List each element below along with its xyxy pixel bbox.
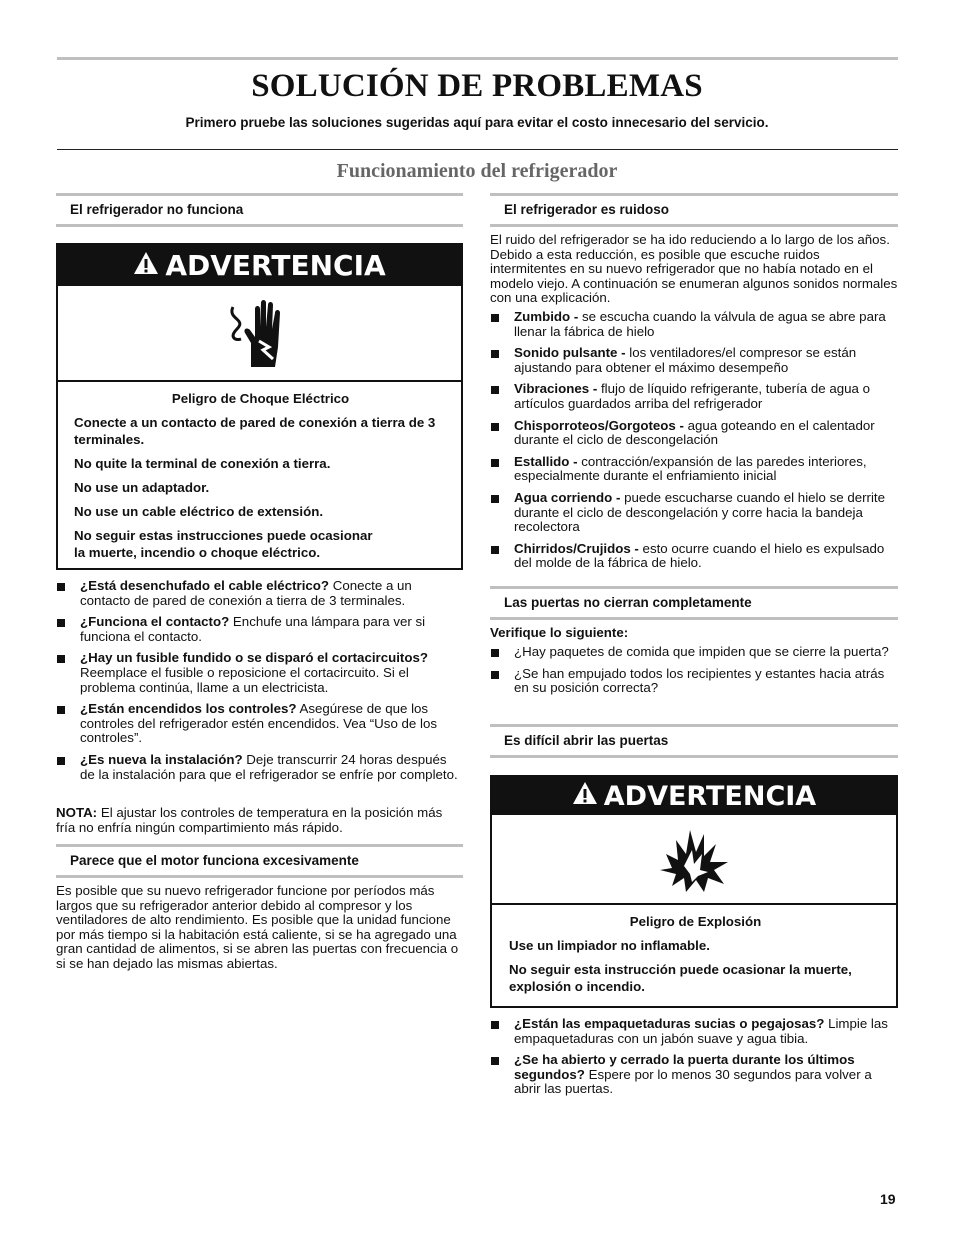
list-item: ¿Funciona el contacto? Enchufe una lámpara para ver si funciona el contacto.	[56, 615, 463, 644]
warning-text	[492, 905, 896, 995]
noise-intro: El ruido del refrigerador se ha ido reduciendo a lo largo de los años. Debido a esta reducción, es posible que escuche ruidos intermitentes en su nuevo refrigerador que no había notado en el modelo viejo. A continuación se enumeran algunos sonidos normales con una explicación.	[490, 232, 898, 306]
subhead-noisy: El refrigerador es ruidoso	[490, 193, 898, 227]
doors-lead: Verifique lo siguiente:	[490, 625, 629, 640]
checklist-not-working	[56, 579, 463, 782]
section-title: Funcionamiento del refrigerador	[336, 160, 618, 182]
warning-line: No use un adaptador.	[74, 480, 210, 495]
list-item: ¿Hay un fusible fundido o se disparó el cortacircuitos? Reemplace el fusible o reposicione el cortacircuito. Si el problema continúa, llame a un electricista.	[56, 651, 463, 695]
warning-triangle-icon	[572, 781, 598, 812]
list-item: Chirridos/Crujidos - esto ocurre cuando el hielo es expulsado del molde de la fábrica de hielo.	[490, 542, 898, 571]
subhead-not-working: El refrigerador no funciona	[56, 193, 463, 227]
warning-title: ADVERTENCIA	[165, 249, 386, 282]
warning-header	[492, 777, 896, 815]
warning-line: Conecte a un contacto de pared de conexión a tierra de 3 terminales.	[74, 415, 436, 447]
warning-line: No seguir estas instrucciones puede ocasionar la muerte, incendio o choque eléctrico.	[74, 528, 373, 560]
noise-list	[490, 310, 898, 571]
list-item: ¿Está desenchufado el cable eléctrico? Conecte a un contacto de pared de conexión a tierra de 3 terminales.	[56, 579, 463, 608]
list-item: ¿Es nueva la instalación? Deje transcurrir 24 horas después de la instalación para que el refrigerador se enfríe por completo.	[56, 753, 463, 782]
explosion-icon	[492, 815, 896, 905]
divider	[57, 149, 898, 150]
list-item: ¿Están las empaquetaduras sucias o pegajosas? Limpie las empaquetaduras con un jabón suave y agua tibia.	[490, 1017, 898, 1046]
list-item: Agua corriendo - puede escucharse cuando el hielo se derrite durante el ciclo de descongelación y corre hacia la bandeja recolectora	[490, 491, 898, 535]
open-doors-list	[490, 1017, 898, 1097]
warning-text	[58, 382, 461, 561]
list-item: Zumbido - se escucha cuando la válvula de agua se abre para llenar la fábrica de hielo	[490, 310, 898, 339]
warning-line: No quite la terminal de conexión a tierra.	[74, 456, 331, 471]
motor-paragraph: Es posible que su nuevo refrigerador funcione por períodos más largos que su refrigerador anterior debido al compresor y los ventiladores de alto rendimiento. Es posible que la unidad funcione por más tiempo si la habitación está caliente, si se ha agregado una gran cantidad de alimentos, si se abren las puertas con frecuencia o si se han dejado las mismas abiertas.	[56, 883, 459, 971]
note-paragraph	[56, 806, 463, 835]
note-label: NOTA:	[56, 805, 98, 820]
top-rule	[57, 57, 898, 60]
warning-line: No use un cable eléctrico de extensión.	[74, 504, 324, 519]
list-item: ¿Se han empujado todos los recipientes y estantes hacia atrás en su posición correcta?	[490, 667, 898, 696]
list-item: ¿Se ha abierto y cerrado la puerta durante los últimos segundos? Espere por lo menos 30 segundos para volver a abrir las puertas.	[490, 1053, 898, 1097]
subhead-doors-close: Las puertas no cierran completamente	[490, 586, 898, 620]
warning-box-explosion	[490, 775, 898, 1008]
note-text: El ajustar los controles de temperatura en la posición más fría no enfría ningún compartimiento más rápido.	[56, 805, 443, 835]
list-item: Chisporroteos/Gorgoteos - agua goteando en el calentador durante el ciclo de descongelación	[490, 419, 898, 448]
page-number: 19	[880, 1191, 896, 1207]
warning-caption: Peligro de Choque Eléctrico	[171, 391, 350, 406]
subhead-motor: Parece que el motor funciona excesivamente	[56, 844, 463, 878]
page-title: SOLUCIÓN DE PROBLEMAS	[251, 68, 703, 104]
warning-caption: Peligro de Explosión	[629, 914, 762, 929]
subhead-hard-to-open: Es difícil abrir las puertas	[490, 724, 898, 758]
electric-shock-hand-icon	[58, 286, 461, 382]
list-item: Vibraciones - flujo de líquido refrigerante, tubería de agua o artículos guardados arriba del refrigerador	[490, 382, 898, 411]
page-subtitle: Primero pruebe las soluciones sugeridas aquí para evitar el costo innecesario del servicio.	[185, 115, 769, 130]
list-item: Estallido - contracción/expansión de las paredes interiores, especialmente durante el enfriamiento inicial	[490, 455, 898, 484]
warning-box-electric	[56, 243, 463, 570]
list-item: ¿Hay paquetes de comida que impiden que se cierre la puerta?	[490, 645, 898, 660]
list-item: ¿Están encendidos los controles? Asegúrese de que los controles del refrigerador estén encendidos. Vea “Uso de los controles”.	[56, 702, 463, 746]
doors-list	[490, 645, 898, 696]
warning-title: ADVERTENCIA	[603, 780, 817, 812]
warning-triangle-icon	[133, 249, 159, 282]
warning-header	[58, 245, 461, 286]
warning-line: No seguir esta instrucción puede ocasionar la muerte, explosión o incendio.	[509, 962, 852, 994]
list-item: Sonido pulsante - los ventiladores/el compresor se están ajustando para obtener el máximo desempeño	[490, 346, 898, 375]
warning-line: Use un limpiador no inflamable.	[509, 938, 710, 953]
